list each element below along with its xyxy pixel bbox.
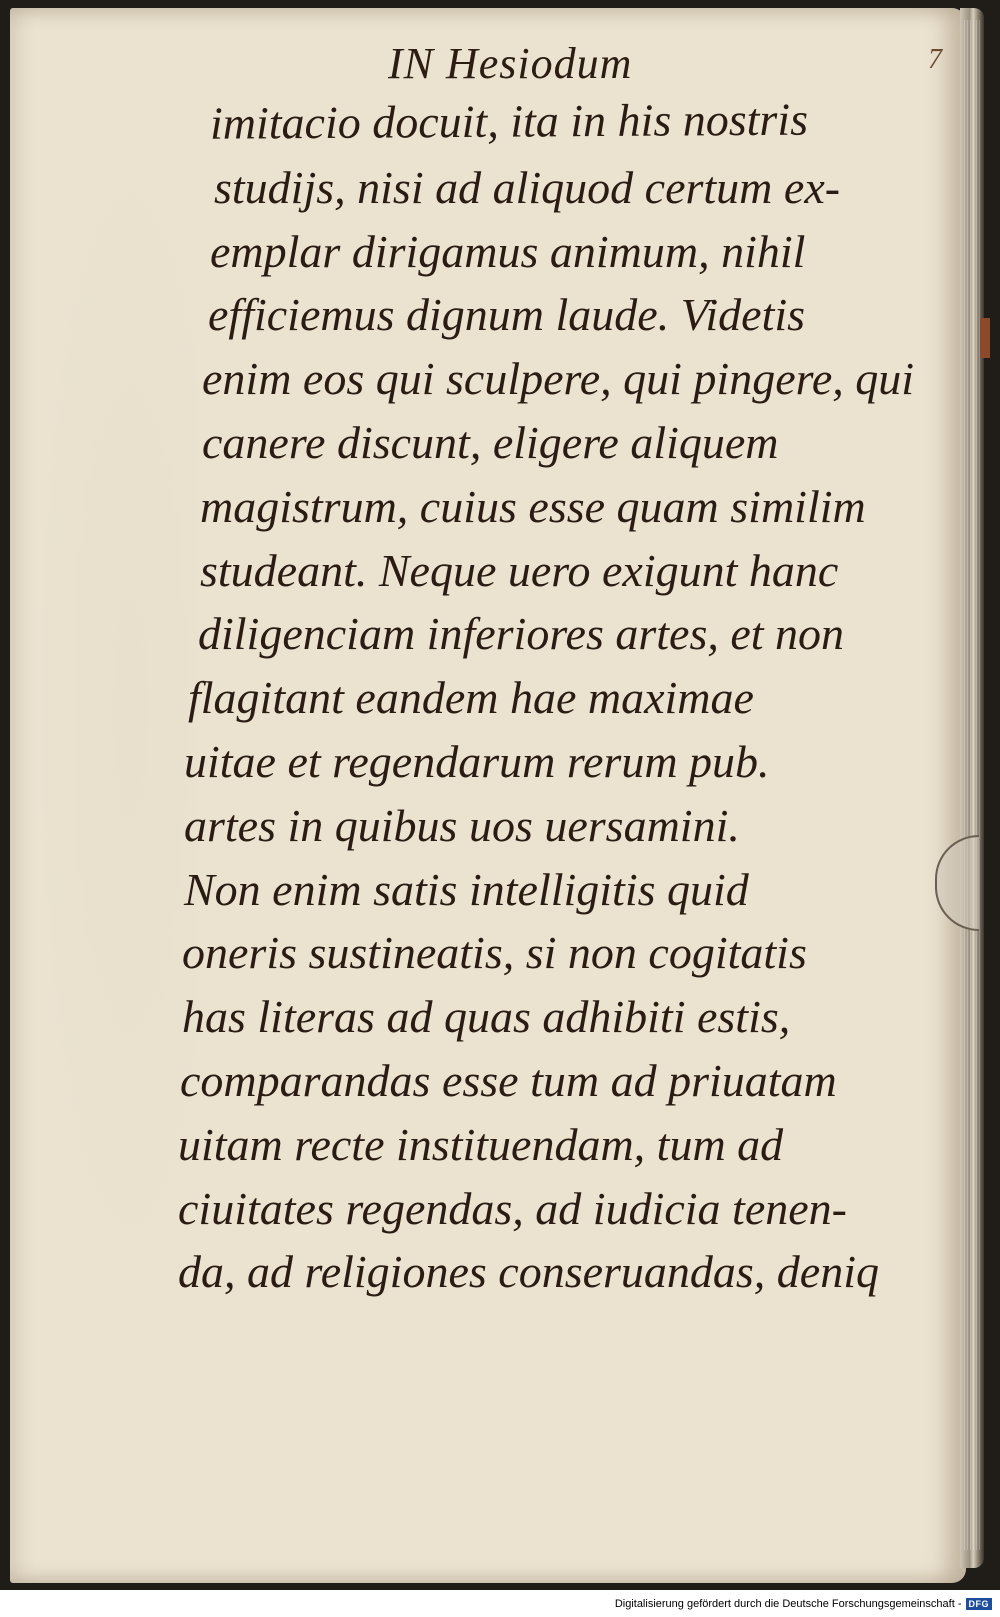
text-line: oneris sustineatis, si non cogitatis <box>182 927 807 979</box>
digitization-credit <box>615 1598 992 1610</box>
text-line: magistrum, cuius esse quam similim <box>200 480 866 532</box>
page-edges <box>964 20 980 1550</box>
manuscript-text-block <box>178 92 958 1304</box>
text-line: studijs, nisi ad aliquod certum ex- <box>214 161 841 213</box>
running-header: IN Hesiodum <box>388 39 633 88</box>
text-line: uitae et regendarum rerum pub. <box>184 735 770 787</box>
text-line: emplar dirigamus animum, nihil <box>210 225 806 277</box>
text-line: has literas ad quas adhibiti estis, <box>182 991 791 1043</box>
text-line: diligenciam inferiores artes, et non <box>198 608 845 660</box>
text-line: artes in quibus uos uersamini. <box>184 799 740 851</box>
text-line: comparandas esse tum ad priuatam <box>180 1054 837 1106</box>
text-line: imitacio docuit, ita in his nostris <box>209 93 809 149</box>
text-line: uitam recte instituendam, tum ad <box>178 1118 784 1170</box>
ribbon-marker <box>980 318 990 358</box>
text-line: efficiemus dignum laude. Videtis <box>208 289 806 341</box>
credit-text: Digitalisierung gefördert durch die Deutsche Forschungsgemeinschaft - <box>614 1598 962 1610</box>
folio-number: 7 <box>928 44 942 75</box>
text-line: flagitant eandem hae maximae <box>188 672 754 724</box>
text-line: ciuitates regendas, ad iudicia tenen- <box>178 1182 847 1234</box>
dfg-logo: DFG <box>966 1598 993 1610</box>
text-line: canere discunt, eligere aliquem <box>202 416 779 468</box>
text-line: da, ad religiones conseruandas, deniq <box>178 1246 880 1298</box>
text-line: studeant. Neque uero exigunt hanc <box>200 544 839 596</box>
text-line: enim eos qui sculpere, qui pingere, qui <box>202 353 915 405</box>
text-line: Non enim satis intelligitis quid <box>184 863 749 915</box>
ink-bleed-through <box>28 110 198 1310</box>
